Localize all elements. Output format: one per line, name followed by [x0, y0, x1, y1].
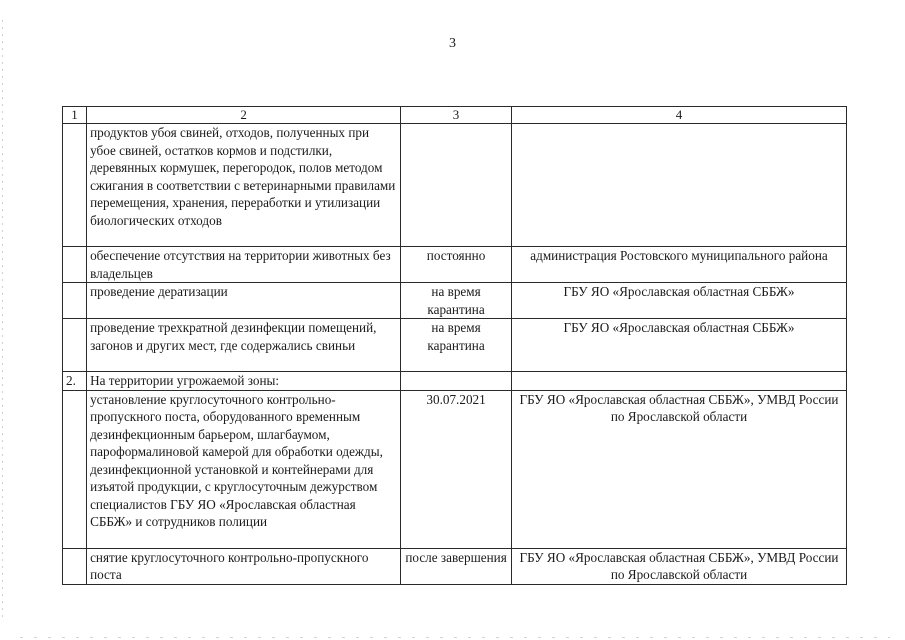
measures-table [62, 106, 847, 585]
measure-cell: снятие круглосуточного контрольно-пропускного поста [87, 548, 401, 584]
term-cell [401, 372, 512, 391]
table-row [63, 372, 847, 391]
row-number [63, 390, 87, 548]
row-number [63, 124, 87, 247]
responsible-cell: ГБУ ЯО «Ярославская областная СББЖ» [512, 319, 847, 372]
row-number: 2. [63, 372, 87, 391]
table-header-row [63, 107, 847, 124]
table-row [63, 124, 847, 247]
responsible-cell [512, 372, 847, 391]
table-row [63, 390, 847, 548]
measure-cell: установление круглосуточного контрольно-пропускного поста, оборудованного временным дезинфекционным барьером, шлагбаумом, пароформалиновой камерой для обработки одежды, дезинфекционной установкой и контейнерами для изъятой продукции, с круглосуточным дежурством специалистов ГБУ ЯО «Ярославская областная СББЖ» и сотрудников полиции [87, 390, 401, 548]
responsible-cell: ГБУ ЯО «Ярославская областная СББЖ», УМВД России по Ярославской области [512, 548, 847, 584]
responsible-cell: ГБУ ЯО «Ярославская областная СББЖ», УМВД России по Ярославской области [512, 390, 847, 548]
term-cell: постоянно [401, 247, 512, 283]
page-number: 3 [449, 36, 456, 51]
measure-cell: обеспечение отсутствия на территории животных без владельцев [87, 247, 401, 283]
header-cell: 2 [87, 107, 401, 124]
responsible-cell: администрация Ростовского муниципального района [512, 247, 847, 283]
measure-cell: проведение трехкратной дезинфекции помещений, загонов и других мест, где содержались свиньи [87, 319, 401, 372]
table-row [63, 319, 847, 372]
row-number [63, 247, 87, 283]
term-cell: 30.07.2021 [401, 390, 512, 548]
header-cell: 3 [401, 107, 512, 124]
scan-bottom-artifact [20, 637, 890, 638]
responsible-cell: ГБУ ЯО «Ярославская областная СББЖ» [512, 283, 847, 319]
header-cell: 4 [512, 107, 847, 124]
table-row [63, 247, 847, 283]
header-cell: 1 [63, 107, 87, 124]
table-row [63, 283, 847, 319]
row-number [63, 319, 87, 372]
row-number [63, 548, 87, 584]
row-number [63, 283, 87, 319]
responsible-cell [512, 124, 847, 247]
term-cell: на время карантина [401, 283, 512, 319]
term-cell [401, 124, 512, 247]
measure-cell: проведение дератизации [87, 283, 401, 319]
term-cell: после завершения [401, 548, 512, 584]
section-heading-cell: На территории угрожаемой зоны: [87, 372, 401, 391]
table-row [63, 548, 847, 584]
scan-edge-artifact [2, 20, 3, 620]
term-cell: на время карантина [401, 319, 512, 372]
measure-cell: продуктов убоя свиней, отходов, полученных при убое свиней, остатков кормов и подстилки, деревянных кормушек, перегородок, полов методом сжигания в соответствии с ветеринарными правилами перемещения, хранения, переработки и утилизации биологических отходов [87, 124, 401, 247]
